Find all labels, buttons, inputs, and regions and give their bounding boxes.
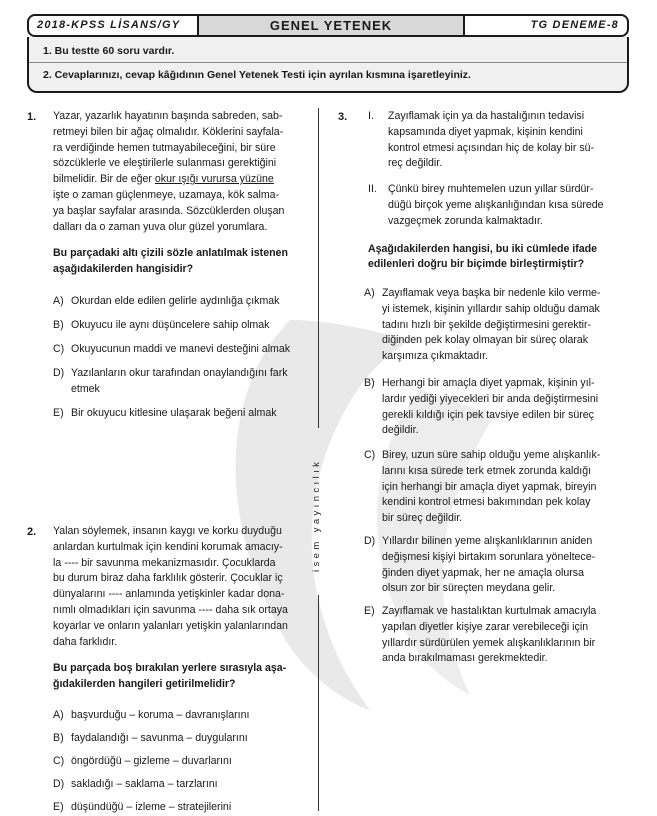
option-e[interactable]: E) düşündüğü – izleme – stratejilerini [53,801,232,813]
option-b[interactable]: B) Herhangi bir amaçla diyet yapmak, kişinin yıl- lardır yediği yiyecekleri bir anda değiştirmesini gerekli kıldığı için pek tavsiye edilen bir süreç değildir. [364,377,599,437]
question-1-stem: Bu parçadaki altı çizili sözle anlatılmak istenen aşağıdakilerden hangisidir? [53,247,288,276]
passage-line: bu durum biraz daha farklılık gösterir. Çocuklar iç [53,572,283,585]
option-d[interactable]: D) Yıllardır bilinen yeme alışkanlıklarının aniden değişmesi kişiyi birtakım sorunlara yöneltece- ğinden diyet yapmak, her ne amaçla olursa olsun zor bir süreçten meydana gelir. [364,535,596,595]
passage-line: Yazar, yazarlık hayatının başında sabreden, sab- [53,110,283,122]
option-b[interactable]: B) Okuyucu ile aynı düşüncelere sahip olmak [53,319,270,331]
option-e[interactable]: E) Zayıflamak ve hastalıktan kurtulmak amacıyla yapılan diyetler kişiye zarar verebileceği için yıllardır sürdürülen yemek alışkanlıklarının bir anda bırakılmaması gerekmektedir. [364,605,597,665]
instructions-box [27,37,629,93]
passage-line: sözcüklerle ve eleştirilerle sulanması gerektiğini [53,157,277,170]
option-d[interactable]: D) sakladığı – saklama – tarzlarını [53,778,218,790]
question-2 [53,524,303,693]
instruction-1: 1. Bu testte 60 soru vardır. [43,45,175,57]
option-a[interactable]: A) başvurduğu – koruma – davranışlarını [53,709,250,721]
option-a[interactable]: A) Okurdan elde edilen gelirle aydınlığa çıkmak [53,295,280,307]
instruction-2: 2. Cevaplarınızı, cevap kâğıdının Genel Yetenek Testi için ayrılan kısmına işaretleyiniz. [43,69,471,81]
option-b[interactable]: B) faydalandığı – savunma – duygularını [53,732,248,744]
question-2-stem: Bu parçada boş bırakılan yerlere sırasıyla aşa- ğıdakilerden hangileri getirilmelidir? [53,662,287,691]
publisher-vertical-text: isem yayıncılık [311,458,322,572]
passage-line: la ---- bir savunma mekanizmasıdır. Çocuklarda [53,556,276,569]
test-label: TG DENEME-8 [530,19,619,31]
passage-line: bilmelidir. Bir de eğer okur ışığı vurursa yüzüne [53,173,274,186]
question-2-passage [53,524,303,650]
section-title: GENEL YETENEK [197,16,465,35]
question-2-number: 2. [27,526,37,538]
passage-line: Yalan söylemek, insanın kaygı ve korku duyduğu [53,525,282,537]
instruction-divider [29,62,627,63]
question-1-passage [53,109,303,235]
option-e[interactable]: E) Bir okuyucu kitlesine ulaşarak beğeni almak [53,407,277,419]
underlined-phrase: okur ışığı vurursa yüzüne [154,173,274,186]
option-c[interactable]: C) öngördüğü – gizleme – duvarlarını [53,755,232,767]
passage-line: dalları da o zaman yuva olur güzel yorumlara. [53,220,268,233]
passage-line: koyarlar ve onların yalanları yetişkin yalanlarından [53,619,288,632]
passage-line: nımlı olmadıkları için savunma ---- daha sık ortaya [53,603,288,616]
passage-line: işte o zaman güçlenmeye, uzamaya, kök salma- [53,188,280,201]
question-1-number: 1. [27,111,37,123]
question-3-statements [368,109,618,273]
column-divider-top [318,108,319,428]
option-a[interactable]: A) Zayıflamak veya başka bir nedenle kilo verme- yi istemek, kişinin yıllardır sahip olduğu damak tadını hızlı bir şekilde değiştirmesini gerektir- diğinden pek kolay olmayan bir süreç olarak karşımıza çıkmaktadır. [364,287,601,363]
column-divider-bottom [318,595,319,811]
passage-line: ya başlar sayfalar arasında. Sözcüklerden oluşan [53,204,285,217]
option-d[interactable]: D) Yazılanların okur tarafından onaylandığını fark etmek [53,367,288,395]
question-3-stem: Aşağıdakilerden hangisi, bu iki cümlede ifade edilenleri doğru bir biçimde birleştirmiştir? [368,242,598,271]
option-c[interactable]: C) Birey, uzun süre sahip olduğu yeme alışkanlık- larını kısa sürede terk etmek zorunda kaldığı için herhangi bir amaçla diyet yapmak, bireyin kendini kontrol etmesi bakımından pek kolay bir süreç değildir. [364,449,601,525]
passage-line: daha farklıdır. [53,635,118,648]
question-3-number: 3. [338,111,348,123]
statement-1: I. Zayıflamak için ya da hastalığının tedavisi kapsamında diyet yapmak, kişinin kendini kontrol etmesi açısından hiç de kolay bir sü- reç değildir. [368,110,595,170]
passage-line: retmeyi bilen bir ağaç olmalıdır. Köklerini sayfala- [53,125,284,138]
page-header [27,14,629,37]
passage-line: dünyalarını ---- anlamında yetişkinler kadar dona- [53,588,285,601]
passage-line: anlardan kurtulmak için kendini korumak amacıy- [53,540,283,553]
statement-2: II. Çünkü birey muhtemelen uzun yıllar sürdür- düğü birçok yeme alışkanlığından kısa sürede vazgeçmek zorunda kalmaktadır. [368,183,604,227]
option-c[interactable]: C) Okuyucunun maddi ve manevi desteğini almak [53,343,291,355]
exam-title: 2018-KPSS LİSANS/GY [37,19,181,31]
question-1 [53,109,303,278]
passage-line: ra verdiğinde hemen tutmayabileceğini, bir süre [53,141,276,154]
